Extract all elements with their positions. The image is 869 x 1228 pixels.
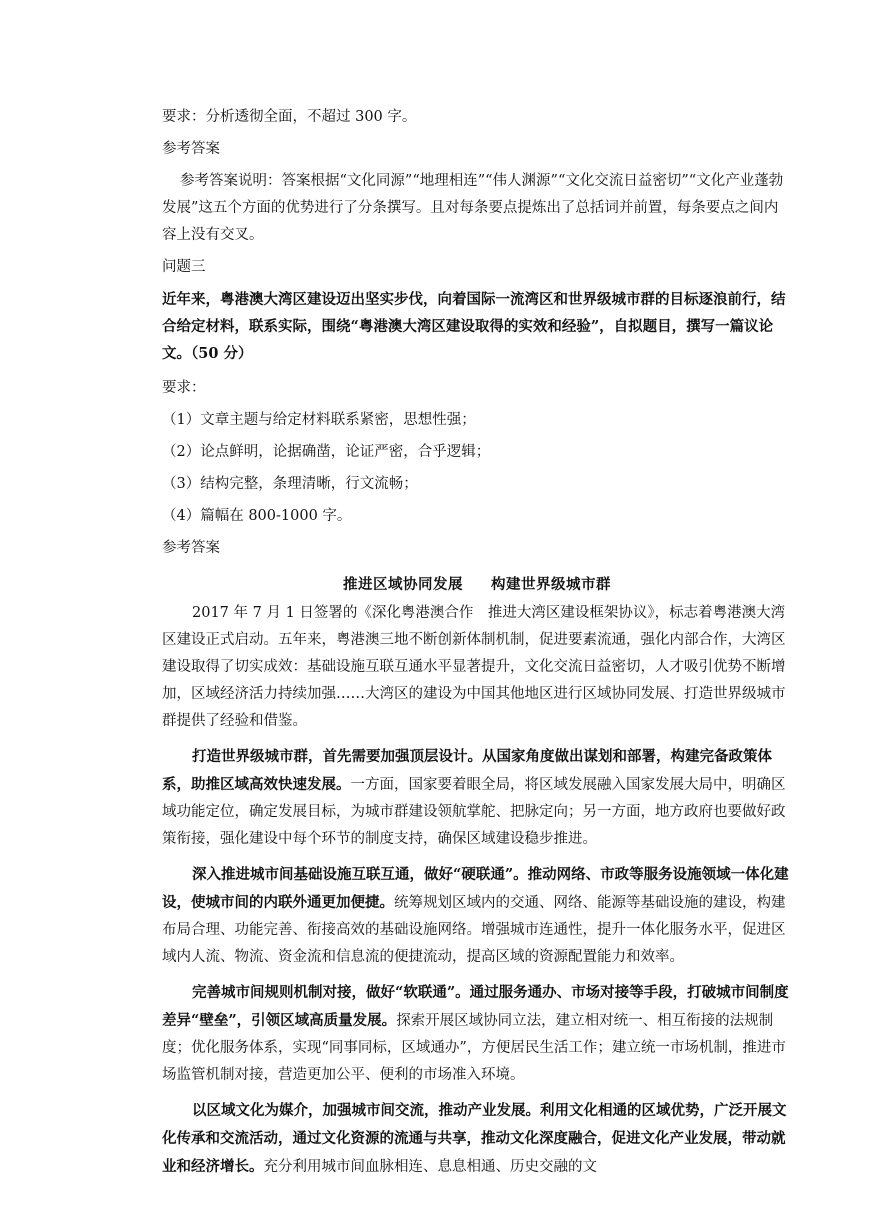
essay-title	[162, 571, 792, 598]
paragraph-4-body: 充分利用城市间血脉相连、息息相通、历史交融的文	[263, 1159, 597, 1175]
paragraph-1-body: 一方面，国家要着眼全局，将区域发展融入国家发展大局中，明确区域功能定位，确定发展目标，为城市群建设领航掌舵、把脉定向；另一方面，地方政府也要做好政策衔接，强化建设中每个环节的制度支持，确保区域建设稳步推进。	[162, 777, 786, 847]
page-content	[162, 104, 792, 1181]
q2-requirement: 要求：分析透彻全面，不超过 300 字。	[162, 109, 417, 125]
essay-intro: 2017 年 7 月 1 日签署的《深化粤港澳合作 推进大湾区建设框架协议》，标志着粤港澳大湾区建设正式启动。五年来，粤港澳三地不断创新体制机制，促进要素流通，强化内部合作，大湾区建设取得了切实成效：基础设施互联互通水平显著提升，文化交流日益密切，人才吸引优势不断增加，区域经济活力持续加强……大湾区的建设为中国其他地区进行区域协同发展、打造世界级城市群提供了经验和借鉴。	[162, 605, 786, 729]
paragraph-3-lead: 完善城市间规则机制对接，做好“软联通”。通过服务通办、市场对接等手段，打破城市间制度差异“壁垒”，引领区域高质量发展。	[162, 984, 789, 1029]
essay-paragraph-4	[162, 1097, 792, 1181]
q2-answer-note: 参考答案说明：答案根据“文化同源”“地理相连”“伟人渊源”“文化交流日益密切”“文化产业蓬勃发展”这五个方面的优势进行了分条撰写。且对每条要点提炼出了总括词并前置，每条要点之间内容上没有交叉。	[162, 173, 784, 243]
q3-requirement-2: （2）论点鲜明，论据确凿，论证严密，合乎逻辑；	[162, 444, 491, 460]
q3-requirements-label: 要求：	[162, 380, 206, 396]
essay-title-left: 推进区域协同发展	[343, 576, 463, 593]
essay-paragraph-3	[162, 979, 792, 1089]
q3-answer-label: 参考答案	[162, 540, 220, 556]
q3-requirement-4: （4）篇幅在 800-1000 字。	[162, 508, 352, 524]
paragraph-4-lead: 以区域文化为媒介，加强城市间交流，推动产业发展。利用文化相通的区域优势，广泛开展文化传承和交流活动，通过文化资源的流通与共享，推动文化深度融合，促进文化产业发展，带动就业和经济增长。	[162, 1102, 787, 1175]
paragraph-1-lead: 打造世界级城市群，首先需要加强顶层设计。从国家角度做出谋划和部署，构建完备政策体系，助推区域高效快速发展。	[162, 748, 772, 793]
paragraph-2-body: 统筹规划区域内的交通、网络、能源等基础设施的建设，构建布局合理、功能完善、衔接高效的基础设施网络。增强城市连通性，提升一体化服务水平，促进区域内人流、物流、资金流和信息流的便捷流动，提高区域的资源配置能力和效率。	[162, 895, 786, 965]
essay-paragraph-1	[162, 743, 792, 853]
q3-label: 问题三	[162, 259, 206, 275]
paragraph-2-lead: 深入推进城市间基础设施互联互通，做好“硬联通”。推动网络、市政等服务设施领域一体化建设，使城市间的内联外通更加便捷。	[162, 866, 789, 911]
q2-answer-label: 参考答案	[162, 141, 220, 157]
essay-title-right: 构建世界级城市群	[491, 576, 611, 593]
essay-paragraph-2	[162, 861, 792, 971]
q3-requirement-1: （1）文章主题与给定材料联系紧密，思想性强；	[162, 412, 476, 428]
paragraph-3-body: 探索开展区域协同立法，建立相对统一、相互衔接的法规制度；优化服务体系，实现“同事同标，区域通办”，方便居民生活工作；建立统一市场机制，推进市场监管机制对接，营造更加公平、便利的市场准入环境。	[162, 1013, 786, 1083]
q3-prompt: 近年来，粤港澳大湾区建设迈出坚实步伐，向着国际一流湾区和世界级城市群的目标逐浪前行，结合给定材料，联系实际，围绕“粤港澳大湾区建设取得的实效和经验”，自拟题目，撰写一篇议论文。（50 分）	[162, 291, 786, 362]
q3-requirement-3: （3）结构完整，条理清晰，行文流畅；	[162, 476, 418, 492]
